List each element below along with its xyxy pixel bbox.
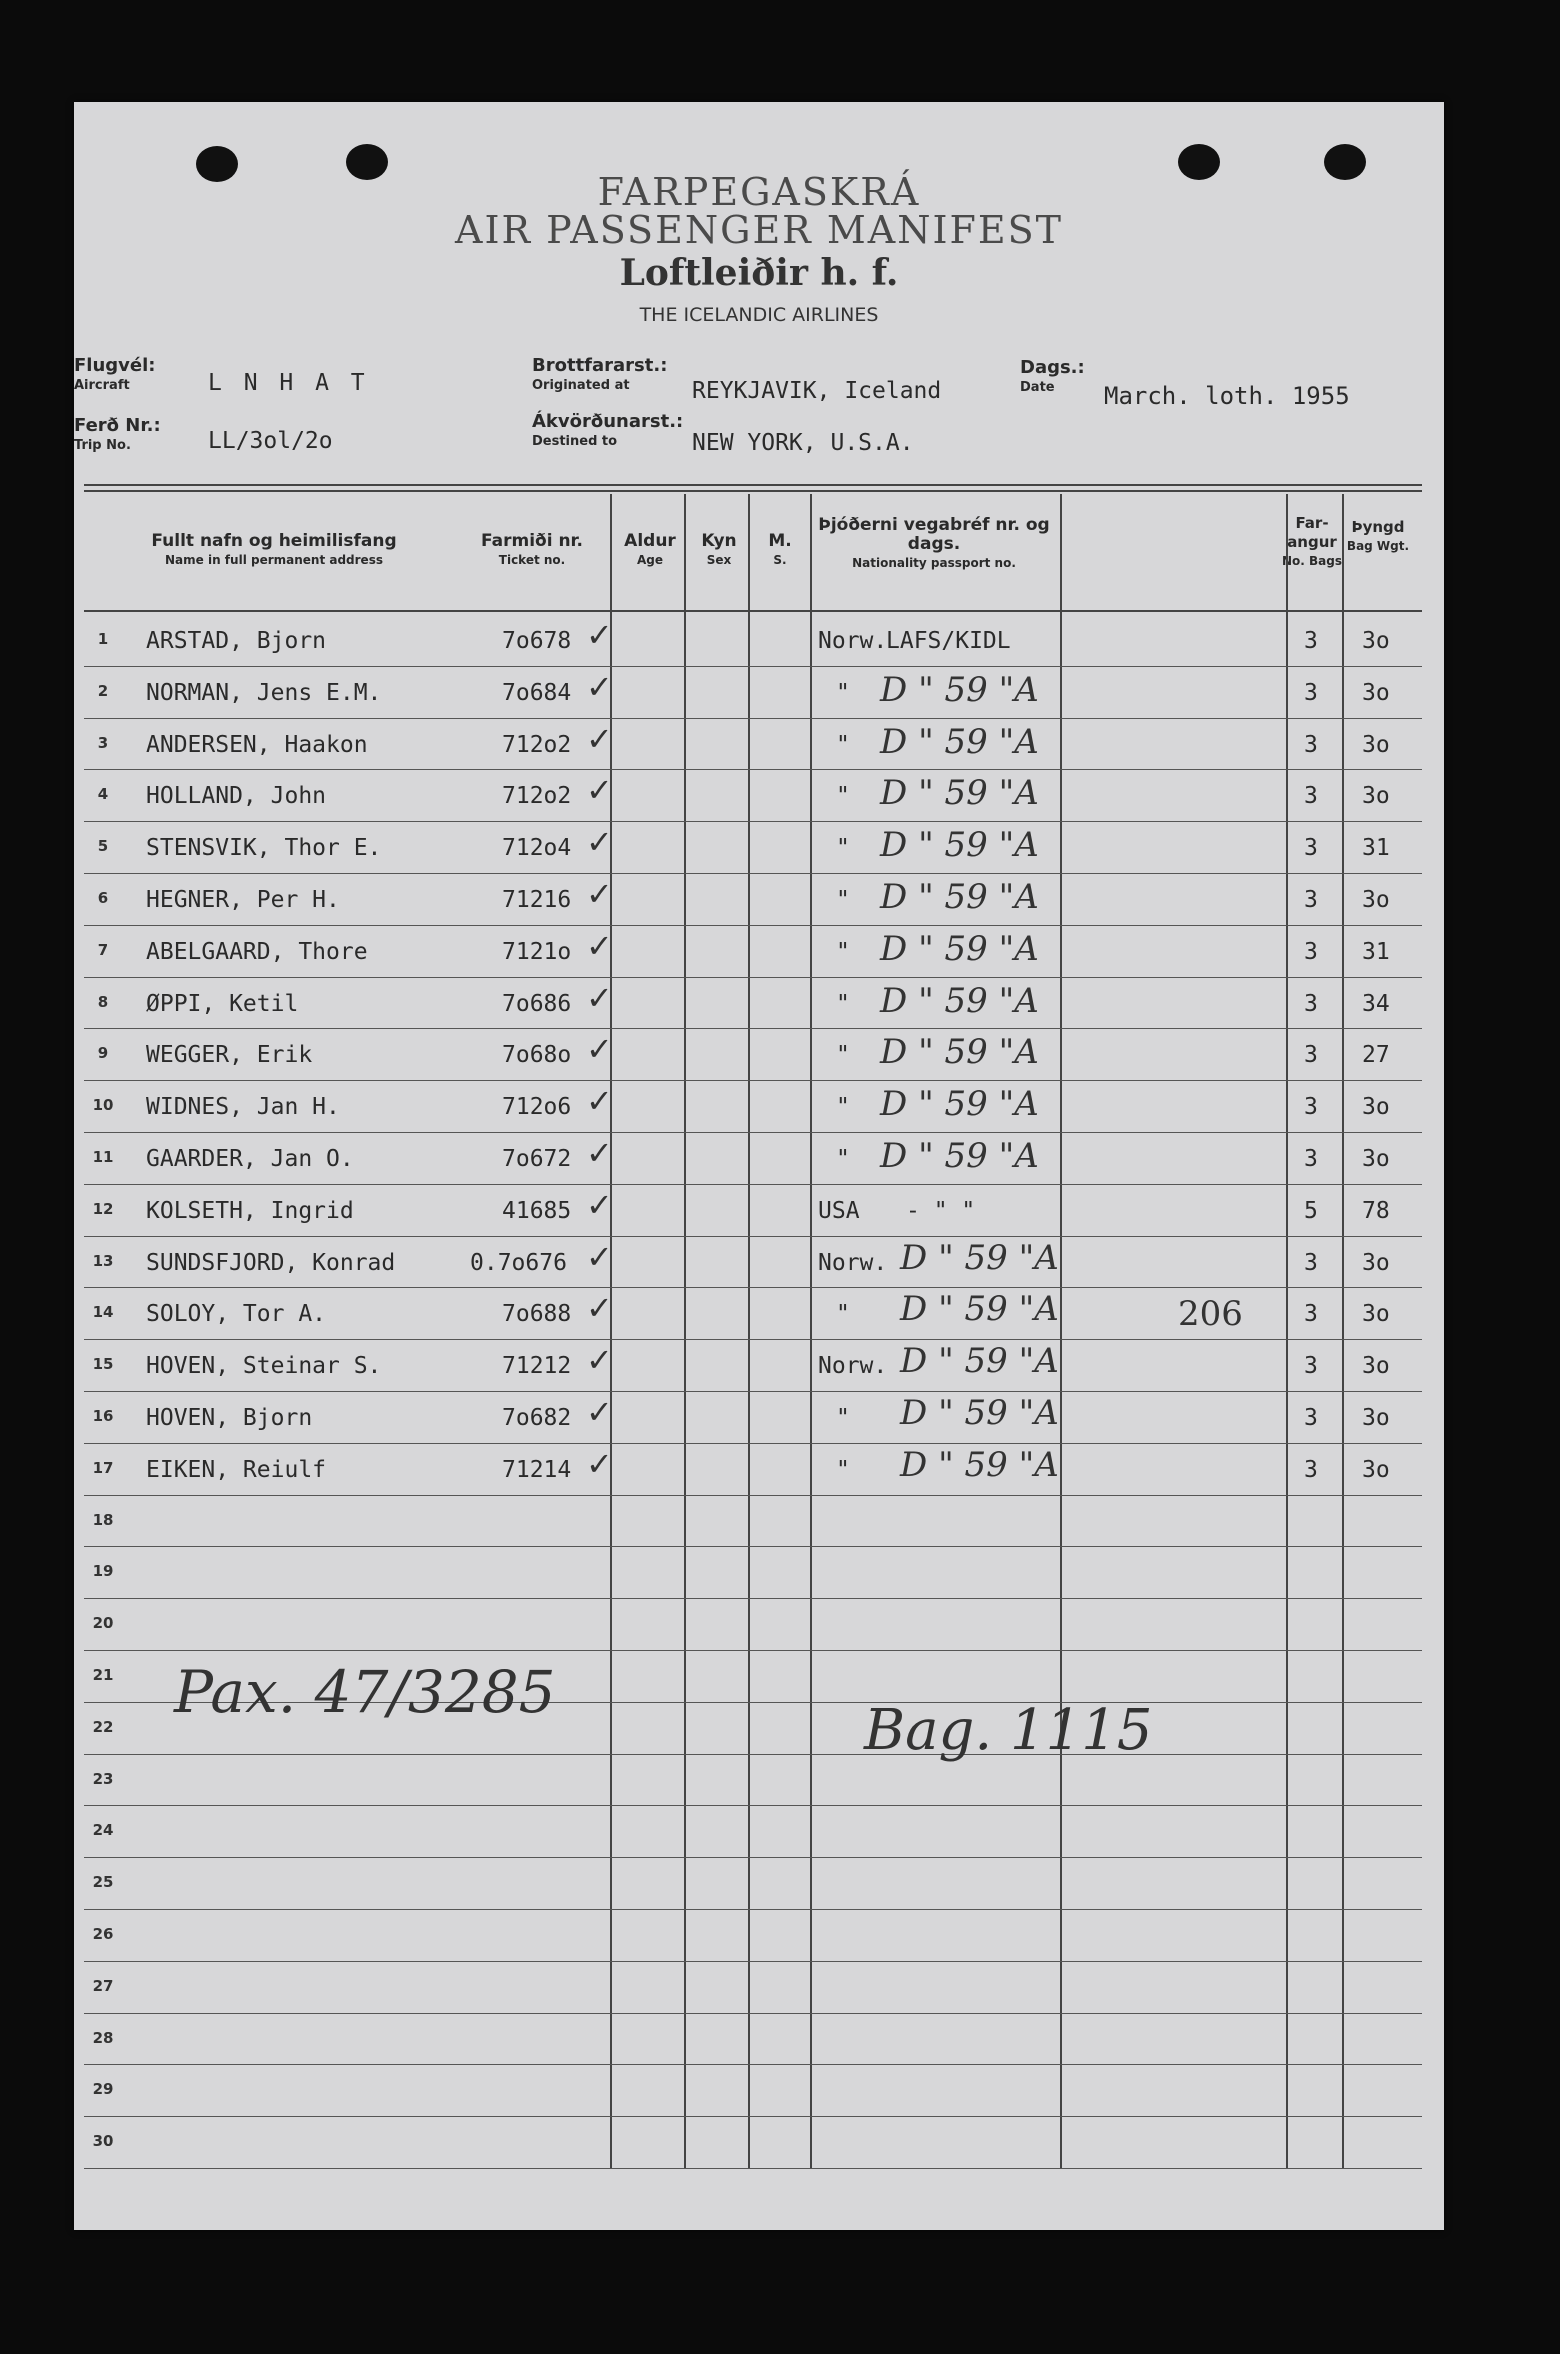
- check-mark: ✓: [586, 616, 613, 654]
- passport-handwritten: D " 59 "A: [900, 1393, 1059, 1433]
- passenger-name: EIKEN, Reiulf: [146, 1456, 327, 1483]
- row-rule: [84, 925, 1422, 926]
- row-number: 29: [92, 2080, 114, 2099]
- nationality: Norw.: [818, 628, 888, 654]
- passenger-name: SUNDSFJORD, Konrad: [146, 1249, 396, 1276]
- bag-count: 3: [1304, 1094, 1318, 1121]
- row-number: 24: [92, 1821, 114, 1840]
- row-number: 6: [97, 889, 109, 907]
- passport-handwritten: D " 59 "A: [900, 1237, 1059, 1278]
- ticket-number: 712o4: [502, 835, 572, 862]
- nationality: USA: [818, 1197, 860, 1224]
- nationality: ": [836, 1456, 850, 1483]
- row-number: 13: [92, 1251, 114, 1270]
- row-number: 5: [97, 837, 109, 856]
- col-weight-header: Þyngd Bag Wgt.: [1346, 518, 1410, 553]
- bag-count: 3: [1304, 628, 1318, 654]
- ticket-number: 7o688: [502, 1301, 572, 1328]
- manifest-sheet: [74, 102, 1444, 2230]
- check-mark: ✓: [586, 771, 613, 810]
- origin-value: REYKJAVIK, Iceland: [692, 378, 942, 404]
- ticket-number: 7o682: [502, 1405, 572, 1431]
- ticket-number: 7o684: [502, 679, 572, 706]
- row-number: 9: [97, 1044, 109, 1063]
- passenger-name: HOVEN, Steinar S.: [146, 1353, 382, 1380]
- passport-number: - " ": [906, 1197, 976, 1224]
- bag-count: 3: [1304, 1405, 1318, 1431]
- passport-handwritten: D " 59 "A: [880, 773, 1039, 814]
- check-mark: ✓: [586, 1185, 613, 1224]
- bag-weight: 34: [1362, 990, 1390, 1017]
- column-divider: [810, 494, 812, 2168]
- row-rule: [84, 769, 1422, 770]
- passport-number: LAFS/KIDL: [886, 628, 1011, 654]
- bag-count: 3: [1304, 783, 1318, 810]
- ticket-number: 7o686: [502, 990, 572, 1017]
- row-number: 17: [92, 1458, 114, 1477]
- ticket-number: 7o68o: [502, 1042, 572, 1069]
- nationality: ": [836, 1042, 850, 1069]
- bag-weight: 3o: [1362, 1405, 1390, 1431]
- passport-handwritten: D " 59 "A: [880, 1084, 1039, 1125]
- passport-handwritten: D " 59 "A: [880, 980, 1039, 1021]
- header-rule: [84, 490, 1422, 492]
- row-number: 3: [97, 733, 109, 752]
- col-nationality-header: Þjóðerni vegabréf nr. og dags. Nationality passport no.: [818, 515, 1050, 570]
- row-number: 25: [92, 1873, 114, 1892]
- check-mark: ✓: [586, 1134, 613, 1172]
- passport-handwritten: D " 59 "A: [880, 721, 1039, 762]
- row-number: 28: [92, 2028, 114, 2047]
- ticket-number: 41685: [502, 1197, 572, 1224]
- check-mark: ✓: [586, 1444, 613, 1483]
- row-rule: [84, 1805, 1422, 1806]
- row-number: 22: [92, 1717, 114, 1736]
- row-rule: [84, 1028, 1422, 1029]
- bag-weight: 3o: [1362, 1146, 1390, 1172]
- column-divider: [684, 494, 686, 2168]
- row-rule: [84, 977, 1422, 978]
- row-rule: [84, 718, 1422, 719]
- col-name-header: Fullt nafn og heimilisfang Name in full permanent address: [151, 531, 397, 567]
- ticket-number: 7o678: [502, 628, 572, 654]
- date-label: Dags.: Date: [1020, 357, 1085, 395]
- col-bags-header: Far- angur No. Bags: [1282, 514, 1342, 568]
- bag-weight: 3o: [1362, 731, 1390, 758]
- bag-count: 3: [1304, 1353, 1318, 1380]
- check-mark: ✓: [586, 1393, 613, 1431]
- row-rule: [84, 1754, 1422, 1755]
- ticket-number: 7121o: [502, 938, 572, 965]
- passport-handwritten: D " 59 "A: [900, 1444, 1059, 1485]
- passport-handwritten: D " 59 "A: [880, 877, 1039, 917]
- nationality: ": [836, 1405, 850, 1431]
- passport-handwritten: D " 59 "A: [900, 1341, 1059, 1382]
- row-rule: [84, 1650, 1422, 1651]
- row-rule: [84, 2168, 1422, 2169]
- nationality: ": [836, 938, 850, 965]
- col-age-header: Aldur Age: [624, 531, 676, 567]
- check-mark: ✓: [586, 978, 613, 1017]
- nationality: ": [836, 679, 850, 706]
- row-number: 10: [92, 1096, 114, 1115]
- bag-count: 3: [1304, 887, 1318, 913]
- passport-handwritten: D " 59 "A: [880, 1136, 1039, 1176]
- row-number: 21: [92, 1666, 114, 1684]
- passport-handwritten: D " 59 "A: [880, 669, 1039, 710]
- bag-count: 3: [1304, 938, 1318, 965]
- nationality: ": [836, 1146, 850, 1172]
- nationality: ": [836, 1094, 850, 1121]
- row-number: 7: [97, 940, 109, 959]
- nationality: ": [836, 887, 850, 913]
- row-rule: [84, 1339, 1422, 1340]
- passenger-name: ØPPI, Ketil: [146, 990, 299, 1017]
- row-number: 20: [92, 1614, 114, 1633]
- nationality: ": [836, 990, 850, 1017]
- bag-count: 3: [1304, 1249, 1318, 1276]
- check-mark: ✓: [586, 719, 613, 758]
- row-number: 27: [92, 1976, 114, 1995]
- bag-weight: 3o: [1362, 1456, 1390, 1483]
- header-bottom-rule: [84, 610, 1422, 612]
- ticket-number: 712o6: [502, 1094, 572, 1121]
- row-number: 12: [92, 1199, 114, 1218]
- row-number: 18: [92, 1510, 114, 1529]
- bag-weight: 31: [1362, 938, 1390, 965]
- company-name: Loftleiðir h. f.: [619, 252, 899, 294]
- ticket-number: 71212: [502, 1353, 572, 1380]
- bag-weight: 3o: [1362, 887, 1390, 913]
- passenger-name: HEGNER, Per H.: [146, 887, 340, 913]
- nationality: ": [836, 731, 850, 758]
- row-number: 2: [97, 681, 109, 700]
- passport-handwritten: D " 59 "A: [880, 928, 1039, 969]
- row-rule: [84, 1961, 1422, 1962]
- bag-count: 3: [1304, 1146, 1318, 1172]
- passenger-name: HOVEN, Bjorn: [146, 1405, 313, 1431]
- col-sex-header: Kyn Sex: [701, 531, 737, 567]
- trip-label: Ferð Nr.: Trip No.: [74, 415, 161, 453]
- company-subtitle: THE ICELANDIC AIRLINES: [639, 304, 879, 326]
- col-ticket-header: Farmiði nr. Ticket no.: [481, 531, 583, 567]
- bag-weight: 3o: [1362, 628, 1390, 654]
- nationality: Norw.: [818, 1249, 888, 1276]
- destination-label: Ákvörðunarst.: Destined to: [532, 411, 684, 449]
- bag-weight: 3o: [1362, 783, 1390, 810]
- row-rule: [84, 2013, 1422, 2014]
- passenger-name: WEGGER, Erik: [146, 1042, 313, 1069]
- passenger-name: ANDERSEN, Haakon: [146, 731, 368, 758]
- row-rule: [84, 1857, 1422, 1858]
- ticket-number: 712o2: [502, 783, 572, 810]
- check-mark: ✓: [586, 1341, 613, 1380]
- column-divider: [1286, 494, 1288, 2168]
- row-number: 16: [92, 1407, 114, 1425]
- destination-value: NEW YORK, U.S.A.: [692, 430, 914, 456]
- passenger-name: HOLLAND, John: [146, 783, 327, 810]
- row-rule: [84, 1443, 1422, 1444]
- row-rule: [84, 1909, 1422, 1910]
- bag-count: 5: [1304, 1197, 1318, 1224]
- bag-weight: 3o: [1362, 1249, 1390, 1276]
- bag-count: 3: [1304, 1456, 1318, 1483]
- ticket-number: 0.7o676: [470, 1249, 567, 1276]
- row-rule: [84, 873, 1422, 874]
- passenger-name: WIDNES, Jan H.: [146, 1094, 340, 1121]
- ticket-number: 71216: [502, 887, 572, 913]
- passenger-name: STENSVIK, Thor E.: [146, 835, 382, 862]
- row14-note-handwritten: 206: [1178, 1294, 1243, 1334]
- row-rule: [84, 1287, 1422, 1288]
- bag-count: 3: [1304, 990, 1318, 1017]
- row-number: 11: [92, 1148, 114, 1166]
- date-value: March. loth. 1955: [1104, 382, 1350, 410]
- bag-weight: 3o: [1362, 1353, 1390, 1380]
- column-divider: [1060, 494, 1062, 2168]
- origin-label: Brottfararst.: Originated at: [532, 355, 668, 393]
- column-divider: [1342, 494, 1344, 2168]
- bag-weight: 78: [1362, 1197, 1390, 1224]
- row-rule: [84, 1184, 1422, 1185]
- row-number: 1: [97, 630, 109, 648]
- row-rule: [84, 1391, 1422, 1392]
- row-number: 8: [97, 992, 109, 1011]
- row-number: 26: [92, 1925, 114, 1943]
- row-number: 4: [97, 785, 109, 804]
- check-mark: ✓: [586, 1030, 613, 1069]
- check-mark: ✓: [586, 1237, 613, 1276]
- row-number: 15: [92, 1355, 114, 1374]
- passport-handwritten: D " 59 "A: [880, 825, 1039, 866]
- row-rule: [84, 1598, 1422, 1599]
- bag-count: 3: [1304, 731, 1318, 758]
- row-number: 14: [92, 1303, 114, 1322]
- column-divider: [748, 494, 750, 2168]
- title-english: AIR PASSENGER MANIFEST: [455, 208, 1063, 252]
- passenger-name: KOLSETH, Ingrid: [146, 1197, 354, 1224]
- nationality: ": [836, 1301, 850, 1328]
- passenger-name: SOLOY, Tor A.: [146, 1301, 327, 1328]
- row-number: 23: [92, 1769, 114, 1788]
- bag-count: 3: [1304, 679, 1318, 706]
- nationality: ": [836, 783, 850, 810]
- pax-count-handwritten: Pax. 47/3285: [174, 1658, 556, 1726]
- bag-count: 3: [1304, 1042, 1318, 1069]
- ticket-number: 71214: [502, 1456, 572, 1483]
- row-rule: [84, 821, 1422, 822]
- bag-count-handwritten: Bag. 1115: [864, 1698, 1153, 1763]
- header-rule: [84, 484, 1422, 486]
- row-number: 19: [92, 1562, 114, 1581]
- passenger-name: NORMAN, Jens E.M.: [146, 679, 382, 706]
- col-ms-header: M. S.: [768, 531, 792, 567]
- bag-weight: 3o: [1362, 679, 1390, 706]
- passport-handwritten: D " 59 "A: [880, 1032, 1039, 1073]
- passport-handwritten: D " 59 "A: [900, 1289, 1059, 1330]
- check-mark: ✓: [586, 1289, 613, 1328]
- passenger-name: GAARDER, Jan O.: [146, 1146, 354, 1172]
- bag-count: 3: [1304, 835, 1318, 862]
- row-rule: [84, 1132, 1422, 1133]
- row-rule: [84, 1236, 1422, 1237]
- row-rule: [84, 2064, 1422, 2065]
- row-rule: [84, 1495, 1422, 1496]
- passenger-name: ABELGAARD, Thore: [146, 938, 368, 965]
- row-rule: [84, 1080, 1422, 1081]
- aircraft-label: Flugvél: Aircraft: [74, 355, 156, 393]
- check-mark: ✓: [586, 1082, 613, 1121]
- trip-value: LL/3ol/2o: [208, 428, 333, 454]
- bag-weight: 3o: [1362, 1094, 1390, 1121]
- row-rule: [84, 666, 1422, 667]
- check-mark: ✓: [586, 926, 613, 965]
- row-rule: [84, 2116, 1422, 2117]
- check-mark: ✓: [586, 667, 613, 706]
- ticket-number: 712o2: [502, 731, 572, 758]
- nationality: Norw.: [818, 1353, 888, 1380]
- title-icelandic: FARPEGASKRÁ: [597, 170, 921, 214]
- check-mark: ✓: [586, 875, 613, 913]
- passenger-name: ARSTAD, Bjorn: [146, 628, 327, 654]
- bag-count: 3: [1304, 1301, 1318, 1328]
- row-number: 30: [92, 2132, 114, 2151]
- aircraft-value: L N H A T: [208, 370, 369, 396]
- bag-weight: 3o: [1362, 1301, 1390, 1328]
- check-mark: ✓: [586, 823, 613, 862]
- bag-weight: 27: [1362, 1042, 1390, 1069]
- ticket-number: 7o672: [502, 1146, 572, 1172]
- row-rule: [84, 1546, 1422, 1547]
- bag-weight: 31: [1362, 835, 1390, 862]
- nationality: ": [836, 835, 850, 862]
